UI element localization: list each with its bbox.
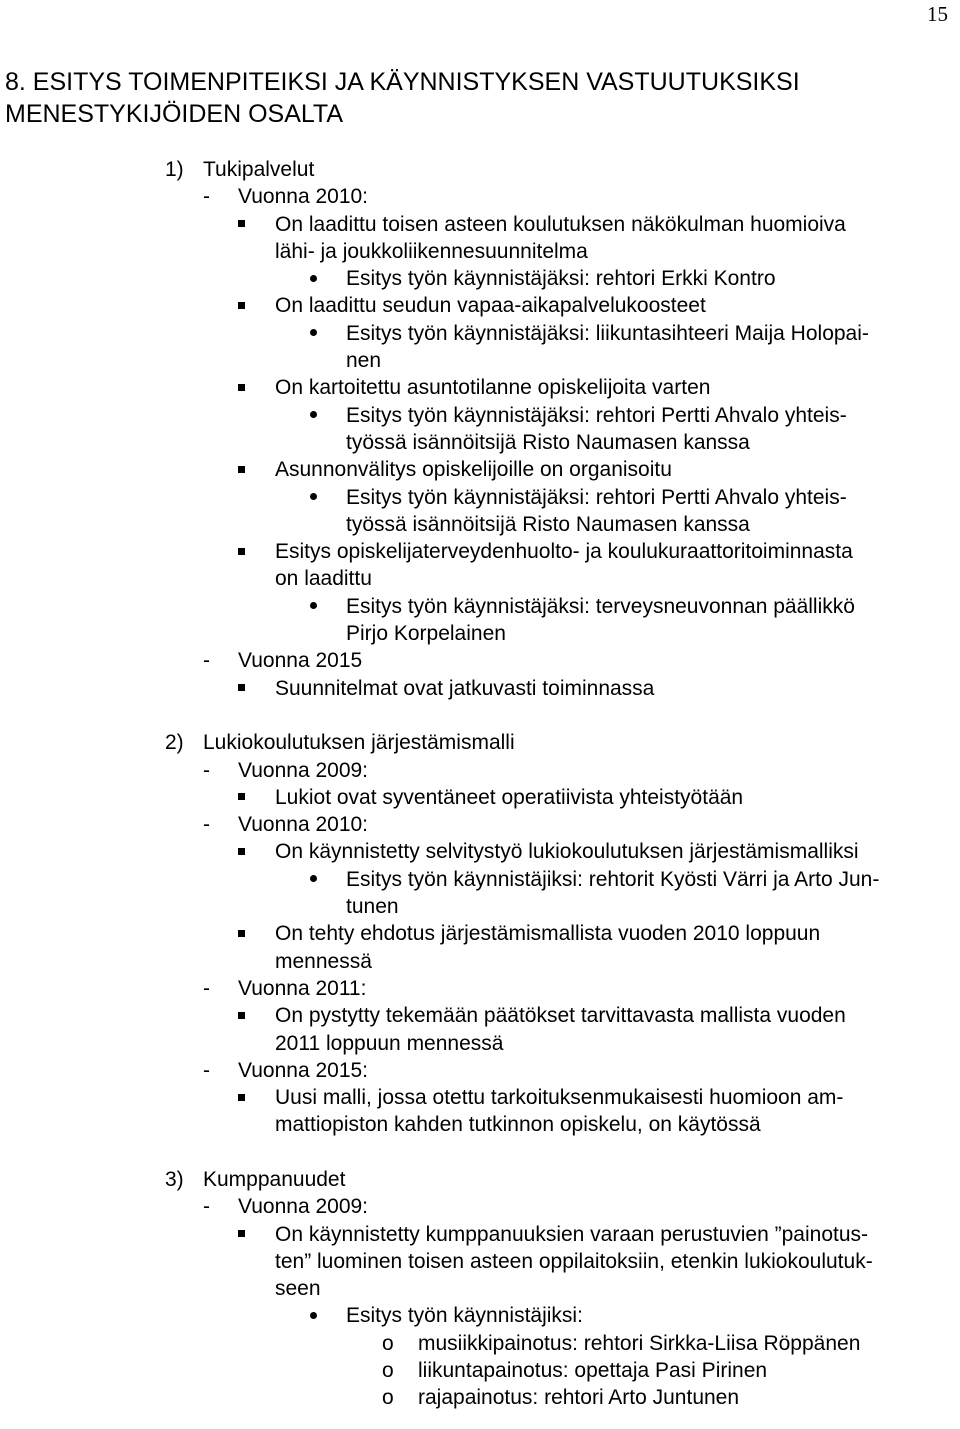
round-bullet-icon — [310, 484, 317, 511]
sub-item-continued: työssä isännöitsijä Risto Naumasen kanssa — [346, 512, 750, 536]
section-spacer — [0, 702, 960, 729]
sub-sub-item: o rajapainotus: rehtori Arto Juntunen — [0, 1384, 960, 1411]
list-item-continued: mattiopiston kahden tutkinnon opiskelu, on käytössä — [275, 1113, 761, 1137]
section-title-2: 2) Lukiokoulutuksen järjestämismalli — [165, 731, 515, 755]
square-bullet-icon — [238, 1002, 245, 1029]
list-item-continued: seen — [275, 1277, 321, 1301]
list-item: Esitys opiskelijaterveydenhuolto- ja koulukuraattoritoiminnasta — [0, 538, 960, 565]
year-item: - Vuonna 2009: — [203, 758, 369, 782]
round-bullet-icon — [310, 320, 317, 347]
list-item: Lukiot ovat syventäneet operatiivista yhteistyötään — [0, 784, 960, 811]
list-item: On tehty ehdotus järjestämismallista vuoden 2010 loppuun — [0, 920, 960, 947]
square-bullet-icon — [238, 920, 245, 947]
list-item-continued: on laadittu — [275, 567, 372, 591]
list-item: On käynnistetty kumppanuuksien varaan perustuvien ”painotus- — [0, 1221, 960, 1248]
square-bullet-icon — [238, 1221, 245, 1248]
sub-item-continued: tunen — [346, 895, 399, 919]
round-bullet-icon — [310, 1302, 317, 1329]
round-bullet-icon — [310, 402, 317, 429]
sub-item: Esitys työn käynnistäjäksi: rehtori Pertti Ahvalo yhteis- — [0, 484, 960, 511]
round-bullet-icon — [310, 593, 317, 620]
sub-item-continued: Pirjo Korpelainen — [346, 622, 506, 646]
sub-item: Esitys työn käynnistäjäksi: rehtori Erkki Kontro — [0, 265, 960, 292]
square-bullet-icon — [238, 211, 245, 238]
sub-item: Esitys työn käynnistäjäksi: rehtori Pertti Ahvalo yhteis- — [0, 402, 960, 429]
square-bullet-icon — [238, 675, 245, 702]
list-item: On laadittu toisen asteen koulutuksen näkökulman huomioiva — [0, 211, 960, 238]
list-item: On kartoitettu asuntotilanne opiskelijoita varten — [0, 374, 960, 401]
page-number: 15 — [927, 2, 948, 26]
section-title-3: 3) Kumppanuudet — [165, 1167, 346, 1191]
sub-item: Esitys työn käynnistäjiksi: rehtorit Kyösti Värri ja Arto Jun- — [0, 866, 960, 893]
list-item: Uusi malli, jossa otettu tarkoituksenmukaisesti huomioon am- — [0, 1084, 960, 1111]
sub-item-continued: työssä isännöitsijä Risto Naumasen kanssa — [346, 430, 750, 454]
square-bullet-icon — [238, 784, 245, 811]
sub-item: Esitys työn käynnistäjäksi: terveysneuvonnan päällikkö — [0, 593, 960, 620]
round-bullet-icon — [310, 265, 317, 292]
year-item: - Vuonna 2009: — [203, 1195, 369, 1219]
round-bullet-icon — [310, 866, 317, 893]
year-item: - Vuonna 2011: — [203, 976, 367, 1000]
square-bullet-icon — [238, 374, 245, 401]
year-item: - Vuonna 2015: — [203, 1058, 369, 1082]
section-heading — [5, 66, 800, 130]
document-body — [0, 156, 960, 1412]
list-item: On käynnistetty selvitystyö lukiokoulutuksen järjestämismalliksi — [0, 838, 960, 865]
circle-bullet-icon: o — [382, 1386, 394, 1410]
section-title-1: 1) Tukipalvelut — [165, 158, 315, 181]
section-spacer — [0, 1139, 960, 1166]
heading-line-1: 8. ESITYS TOIMENPITEIKSI JA KÄYNNISTYKSEN VASTUUTUKSIKSI — [5, 68, 800, 96]
circle-bullet-icon: o — [382, 1359, 394, 1383]
list-item-continued: 2011 loppuun mennessä — [275, 1031, 504, 1055]
circle-bullet-icon: o — [382, 1331, 394, 1355]
list-item: Asunnonvälitys opiskelijoille on organisoitu — [0, 456, 960, 483]
sub-sub-item: o musiikkipainotus: rehtori Sirkka-Liisa Röppänen — [0, 1330, 960, 1357]
square-bullet-icon — [238, 838, 245, 865]
square-bullet-icon — [238, 292, 245, 319]
list-item: On pystytty tekemään päätökset tarvittavasta mallista vuoden — [0, 1002, 960, 1029]
list-item-continued: lähi- ja joukkoliikennesuunnitelma — [275, 239, 588, 263]
list-item-continued: mennessä — [275, 949, 372, 973]
year-item: - Vuonna 2010: — [203, 813, 369, 837]
square-bullet-icon — [238, 456, 245, 483]
heading-line-2: MENESTYKIJÖIDEN OSALTA — [5, 100, 344, 128]
sub-item-continued: nen — [346, 349, 382, 373]
list-item: Suunnitelmat ovat jatkuvasti toiminnassa — [0, 675, 960, 702]
list-item-continued: ten” luominen toisen asteen oppilaitoksiin, etenkin lukiokoulutuk- — [275, 1249, 873, 1273]
year-item: - Vuonna 2015 — [203, 649, 363, 673]
square-bullet-icon — [238, 1084, 245, 1111]
sub-item: Esitys työn käynnistäjiksi: — [0, 1302, 960, 1329]
list-item: On laadittu seudun vapaa-aikapalvelukoosteet — [0, 292, 960, 319]
year-item: - Vuonna 2010: — [203, 185, 369, 209]
sub-sub-item: o liikuntapainotus: opettaja Pasi Pirinen — [0, 1357, 960, 1384]
square-bullet-icon — [238, 538, 245, 565]
sub-item: Esitys työn käynnistäjäksi: liikuntasihteeri Maija Holopai- — [0, 320, 960, 347]
